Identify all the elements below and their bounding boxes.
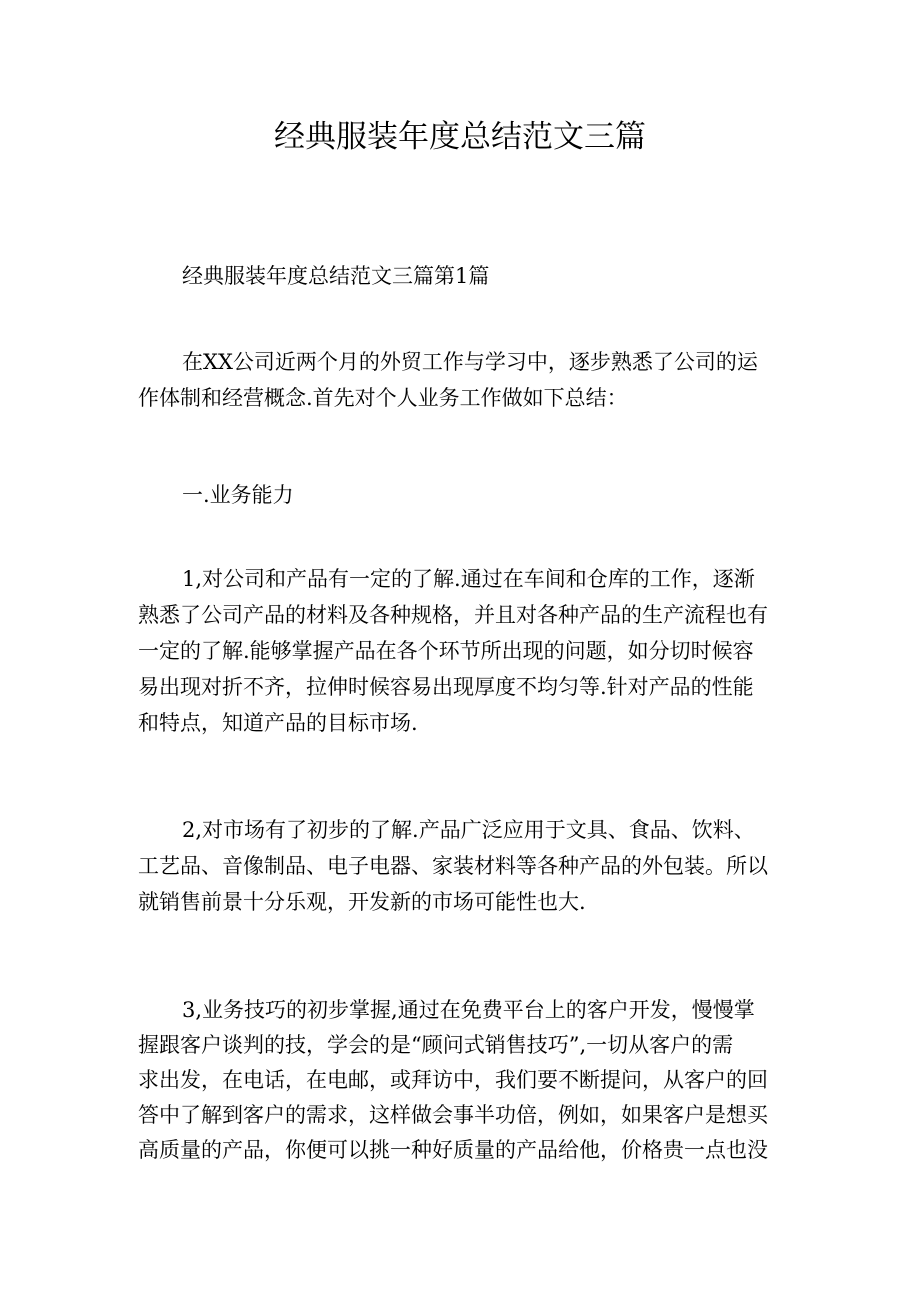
paragraph-line: 易出现对折不齐，拉伸时候容易出现厚度不均匀等.针对产品的性能 bbox=[138, 675, 754, 699]
paragraph-line: 熟悉了公司产品的材料及各种规格，并且对各种产品的生产流程也有 bbox=[138, 603, 768, 627]
paragraph-line: 2,对市场有了初步的了解.产品广泛应用于文具、食品、饮料、 bbox=[182, 818, 755, 842]
document-title: 经典服装年度总结范文三篇 bbox=[274, 119, 646, 155]
section-subtitle bbox=[138, 258, 794, 294]
paragraph-line: 求出发，在电话，在电邮，或拜访中，我们要不断提问，从客户的回 bbox=[138, 1068, 768, 1092]
paragraph-line: 握跟客户谈判的技，学会的是“顾问式销售技巧”,一切从客户的需 bbox=[138, 1033, 734, 1057]
item-3-paragraph bbox=[138, 993, 794, 1168]
paragraph-line: 一定的了解.能够掌握产品在各个环节所出现的问题，如分切时候容 bbox=[138, 639, 754, 663]
paragraph-line: 答中了解到客户的需求，这样做会事半功倍，例如，如果客户是想买 bbox=[138, 1103, 768, 1127]
paragraph-line: 3,业务技巧的初步掌握,通过在免费平台上的客户开发，慢慢掌 bbox=[182, 998, 755, 1022]
paragraph-line: 和特点，知道产品的目标市场. bbox=[138, 711, 418, 735]
heading-text: 一.业务能力 bbox=[182, 483, 294, 507]
section-heading bbox=[138, 477, 794, 513]
paragraph-line: 作体制和经营概念.首先对个人业务工作做如下总结： bbox=[138, 386, 628, 410]
paragraph-line: 1,对公司和产品有一定的了解.通过在车间和仓库的工作，逐渐 bbox=[182, 567, 755, 591]
item-1-paragraph bbox=[138, 561, 794, 741]
paragraph-line: 工艺品、音像制品、电子电器、家装材料等各种产品的外包装。所以 bbox=[138, 854, 768, 878]
paragraph-line: 就销售前景十分乐观，开发新的市场可能性也大. bbox=[138, 890, 586, 914]
paragraph-line: 在XX公司近两个月的外贸工作与学习中，逐步熟悉了公司的运 bbox=[182, 350, 758, 374]
paragraph-line: 高质量的产品，你便可以挑一种好质量的产品给他，价格贵一点也没 bbox=[138, 1138, 768, 1162]
intro-paragraph bbox=[138, 344, 794, 416]
subtitle-text: 经典服装年度总结范文三篇第1篇 bbox=[182, 264, 490, 288]
item-2-paragraph bbox=[138, 812, 794, 920]
